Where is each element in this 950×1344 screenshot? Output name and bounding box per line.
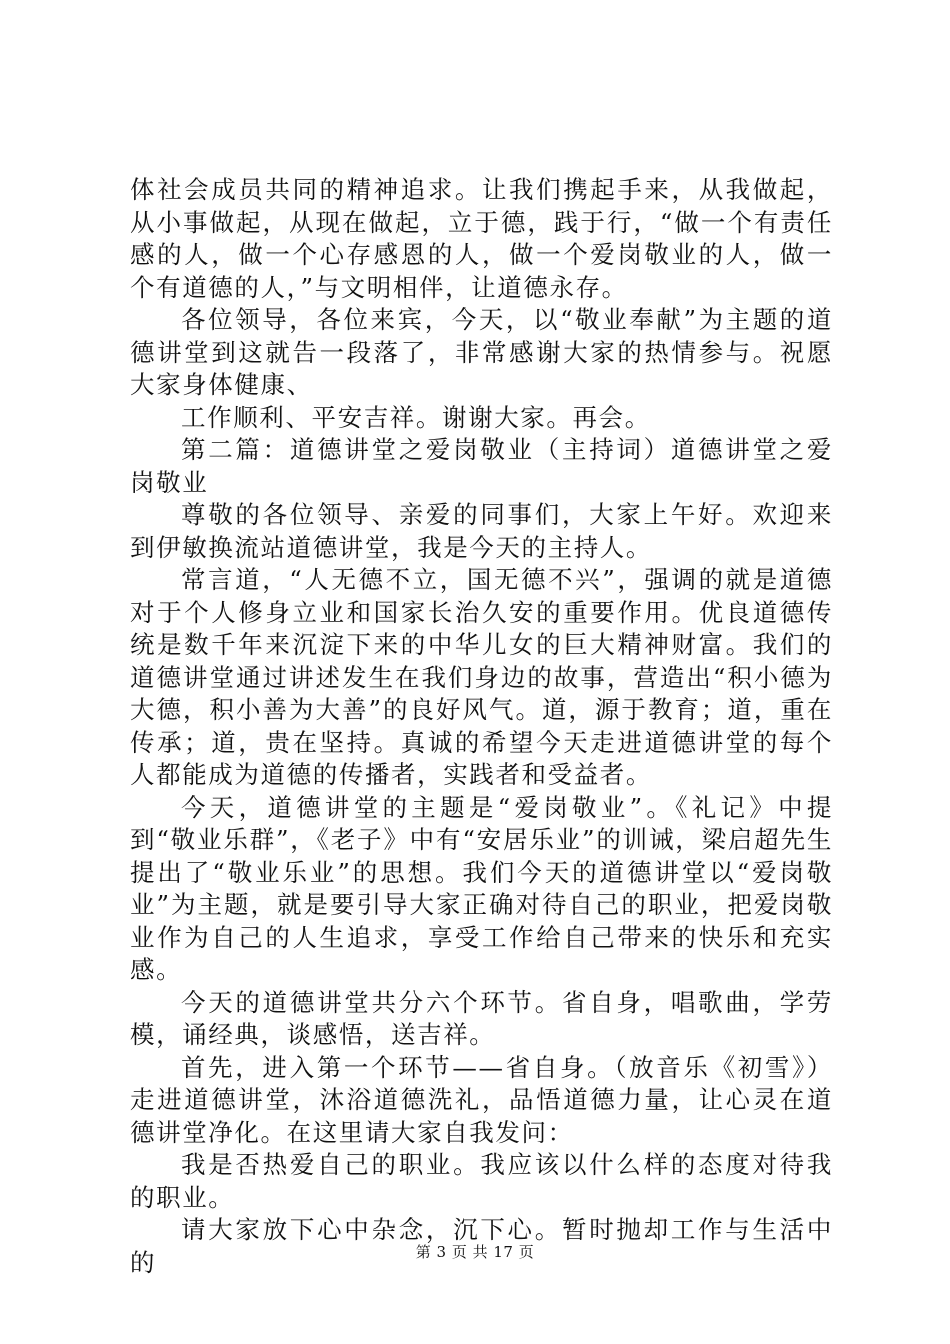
paragraph-1: 体社会成员共同的精神追求。让我们携起手来，从我做起，从小事做起，从现在做起，立于德，践于行，“做一个有责任感的人，做一个心存感恩的人，做一个爱岗敬业的人，做一个有道德的人，”与文明相伴，让道德永存。 [130, 175, 833, 302]
paragraph-11: 请大家放下心中杂念，沉下心。暂时抛却工作与生活中的 [130, 1215, 833, 1277]
paragraph-6: 常言道，“人无德不立，国无德不兴”，强调的就是道德对于个人修身立业和国家长治久安的重要作用。优良道德传统是数千年来沉淀下来的中华儿女的巨大精神财富。我们的道德讲堂通过讲述发生在我们身边的故事，营造出“积小德为大德，积小善为大善”的良好风气。道，源于教育；道，重在传承；道，贵在坚持。真诚的希望今天走进道德讲堂的每个人都能成为道德的传播者，实践者和受益者。 [130, 565, 833, 789]
paragraph-2: 各位领导，各位来宾，今天，以“敬业奉献”为主题的道德讲堂到这就告一段落了，非常感谢大家的热情参与。祝愿大家身体健康、 [130, 305, 833, 399]
paragraph-3: 工作顺利、平安吉祥。谢谢大家。再会。 [181, 402, 651, 432]
paragraph-8: 今天的道德讲堂共分六个环节。省自身，唱歌曲，学劳模，诵经典，谈感悟，送吉祥。 [130, 987, 833, 1049]
paragraph-10: 我是否热爱自己的职业。我应该以什么样的态度对待我的职业。 [130, 1150, 833, 1212]
page-footer: 第 3 页 共 17 页 [415, 1243, 535, 1261]
paragraph-5: 尊敬的各位领导、亲爱的同事们，大家上午好。欢迎来到伊敏换流站道德讲堂，我是今天的主持人。 [130, 500, 833, 562]
body-text [130, 174, 833, 1279]
paragraph-4: 第二篇：道德讲堂之爱岗敬业（主持词）道德讲堂之爱岗敬业 [130, 435, 833, 497]
paragraph-7: 今天，道德讲堂的主题是“爱岗敬业”。《礼记》中提到“敬业乐群”，《老子》中有“安居乐业”的训诫，梁启超先生提出了“敬业乐业”的思想。我们今天的道德讲堂以“爱岗敬业”为主题，就是要引导大家正确对待自己的职业，把爱岗敬业作为自己的人生追求，享受工作给自己带来的快乐和充实感。 [130, 792, 833, 984]
paragraph-9: 首先，进入第一个环节——省自身。（放音乐《初雪》）走进道德讲堂，沐浴道德洗礼，品悟道德力量，让心灵在道德讲堂净化。在这里请大家自我发问： [130, 1052, 833, 1147]
